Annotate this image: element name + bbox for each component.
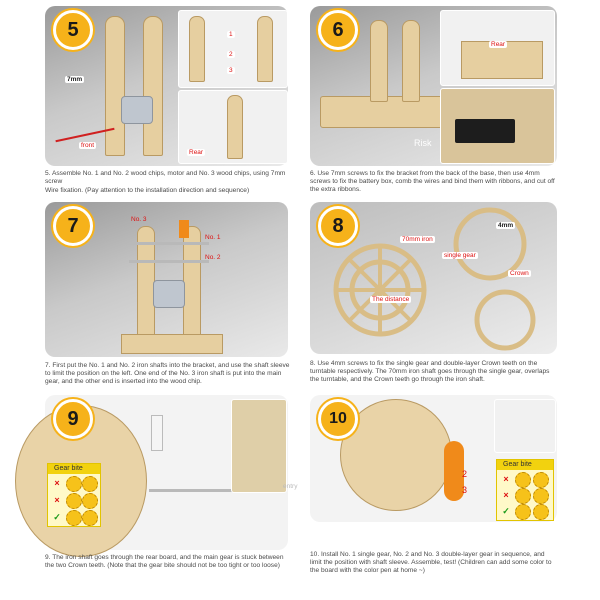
gear-icon — [533, 504, 549, 520]
bite-row-correct — [52, 510, 98, 526]
label-risk: Risk — [414, 138, 432, 148]
step-9-badge: 9 — [53, 399, 93, 439]
step-7-caption: 7. First put the No. 1 and No. 2 iron shafts into the bracket, and use the shaft sleeve to limit the position on the left. One end of the No. 3 iron shaft is put into the main gear, and the other end is inserted into the wood chip. — [45, 362, 290, 386]
label-entry: entry — [283, 483, 298, 490]
cross-icon: × — [503, 474, 509, 484]
gear-icon — [66, 476, 82, 492]
gear-icon — [515, 488, 531, 504]
step-5-inset-top — [178, 10, 288, 88]
label-part-1: 1 — [229, 31, 233, 38]
gear-icon — [66, 510, 82, 526]
wood-chip-2 — [257, 16, 273, 82]
step-5-inset-bottom — [178, 90, 288, 164]
cross-icon: × — [503, 490, 509, 500]
gear-icon — [82, 493, 98, 509]
step-8-badge: 8 — [318, 206, 358, 246]
bracket-board-left — [105, 16, 125, 156]
label-no2: No. 2 — [205, 254, 221, 261]
step-6 — [310, 6, 560, 196]
label-crown: Crown — [510, 270, 529, 277]
label-3: 3 — [462, 485, 468, 495]
base-board — [121, 334, 223, 354]
check-icon: ✓ — [53, 512, 61, 522]
step-6-inset-bottom — [440, 88, 555, 164]
gear-bite-title: Gear bite — [48, 464, 100, 474]
iron-shaft-2 — [129, 260, 209, 263]
label-part-3: 3 — [229, 67, 233, 74]
label-no1: No. 1 — [205, 234, 221, 241]
motor — [121, 96, 153, 124]
gear-bite-guide — [496, 459, 554, 521]
label-rear: Rear — [491, 41, 506, 48]
gear-icon — [533, 488, 549, 504]
step-5-badge: 5 — [53, 10, 93, 50]
step-10-caption: 10. Install No. 1 single gear, No. 2 and No. 3 double-layer gear in sequence, and limit the position with shaft sleeve. Assemble, test! (Children can add some color to the board with the color pen at home ~) — [310, 551, 552, 575]
label-no3: No. 3 — [131, 216, 147, 223]
label-distance: The distance — [372, 296, 410, 303]
gear-icon — [82, 510, 98, 526]
step-9 — [45, 395, 298, 595]
wood-chip-3 — [227, 95, 243, 159]
step-6-caption: 6. Use 7mm screws to fix the bracket from the back of the base, then use 4mm screws to fix the battery box, comb the wires and bind them with ribbons, and cut off the extra ribbons. — [310, 170, 555, 194]
step-10 — [310, 395, 560, 595]
bite-row-too-tight — [52, 493, 98, 509]
iron-shaft-1 — [129, 242, 209, 245]
label-single-gear: single gear — [444, 252, 476, 259]
battery-box — [455, 119, 515, 143]
label-rear: Rear — [189, 149, 204, 156]
step-9-caption: 9. The iron shaft goes through the rear board, and the main gear is stuck between the two Crown teeth. (Note that the gear bite should not be too tight or too loose) — [45, 554, 284, 570]
step-5-subcaption: Wire fixation. (Pay attention to the installation direction and sequence) — [45, 187, 250, 194]
main-gear — [179, 220, 189, 238]
bite-row-correct — [501, 504, 551, 520]
label-2: 2 — [462, 469, 468, 479]
step-7 — [45, 202, 290, 390]
gear-icon — [82, 476, 98, 492]
gear-bite-title: Gear bite — [497, 460, 553, 470]
label-front: front — [81, 142, 95, 149]
motor — [153, 280, 185, 308]
gear-icon — [515, 504, 531, 520]
step-5 — [45, 6, 290, 196]
label-70mm-shaft: 70mm iron — [402, 236, 433, 243]
label-screw-7mm: 7mm — [67, 76, 83, 83]
gear-icon — [66, 493, 82, 509]
gear-icon — [515, 472, 531, 488]
cross-icon: × — [54, 478, 60, 488]
step-10-badge: 10 — [318, 399, 358, 439]
label-part-2: 2 — [229, 51, 233, 58]
bracket-board-right — [402, 20, 420, 102]
label-screw-4mm: 4mm — [498, 222, 514, 229]
step-6-badge: 6 — [318, 10, 358, 50]
bracket-board-left — [370, 20, 388, 102]
bite-row-too-loose — [52, 476, 98, 492]
step-10-inset — [494, 399, 556, 453]
step-8-caption: 8. Use 4mm screws to fix the single gear and double-layer Crown teeth on the turntable respectively. The 70mm iron shaft goes through the single gear, overlaps the turntable, and the Crown teeth go through the iron shaft. — [310, 360, 550, 384]
step-6-inset-top — [440, 10, 555, 86]
check-icon: ✓ — [502, 506, 510, 516]
gear-bite-guide — [47, 463, 101, 527]
wood-chip-1 — [189, 16, 205, 82]
bite-row-too-tight — [501, 488, 551, 504]
gear-icon — [533, 472, 549, 488]
bite-row-too-loose — [501, 472, 551, 488]
step-7-badge: 7 — [53, 206, 93, 246]
cross-icon: × — [54, 495, 60, 505]
bracket-board-right — [143, 16, 163, 156]
step-9-inset — [231, 399, 287, 493]
step-8 — [310, 202, 560, 390]
step-5-caption: 5. Assemble No. 1 and No. 2 wood chips, motor and No. 3 wood chips, using 7mm screw — [45, 170, 286, 186]
main-gear — [151, 415, 163, 451]
